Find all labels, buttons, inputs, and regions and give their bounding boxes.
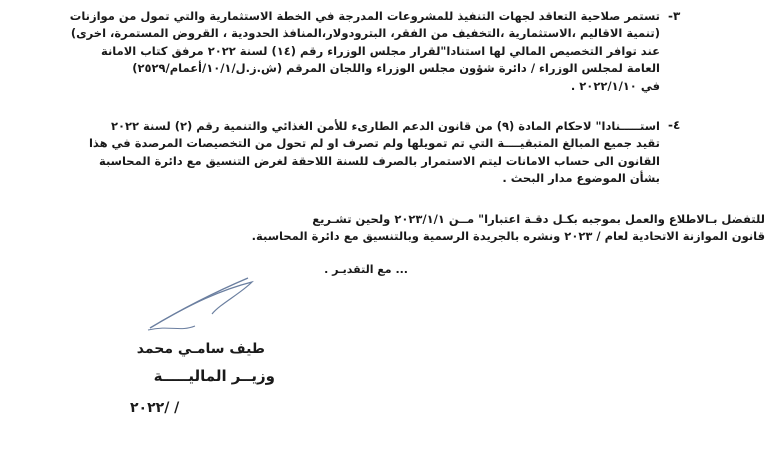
closing-paragraph <box>145 211 765 246</box>
signature-stroke <box>150 278 248 328</box>
item-number: -٣ <box>668 9 681 23</box>
paragraph-line: تستمر صلاحية التعاقد لجهات التنفيذ للمشروعات المدرجة في الخطة الاستثمارية والتي تمول من موازنات <box>69 9 660 23</box>
signatory-title: وزيــر الماليـــــة <box>153 367 275 385</box>
paragraph-line: تقيد جميع المبالغ المتبقيــــة التي تم تمويلها ولم تصرف او لم تحول من التخصيصات المرصدة في هذا <box>88 136 660 151</box>
paragraph-line: قانون الموازنة الاتحادية لعام / ٢٠٢٣ ونشره بالجريدة الرسمية وبالتنسيق مع دائرة المحاسبة. <box>251 229 765 244</box>
signature-date: ٢٠٢٢/ / <box>130 400 180 416</box>
paragraph-line: للتفضل بـالاطلاع والعمل بموجبه بكـل دقـة اعتبارا" مــن ٢٠٢٣/١/١ ولحين تشـريع <box>312 212 765 226</box>
signatory-name: طيف سامـي محمد <box>136 341 265 357</box>
paragraph-line: بشأن الموضوع مدار البحث . <box>502 171 660 186</box>
signature-stroke <box>148 326 195 330</box>
paragraph-line: (تنمية الاقاليم ،الاستثمارية ،التخفيف من الفقر، البترودولار،المنافذ الحدودية ، القروض المستمرة، اخرى) <box>70 26 660 41</box>
item-paragraph <box>88 118 660 188</box>
item-number: -٤ <box>668 118 681 132</box>
paragraph-line: عند توافر التخصيص المالي لها استنادا"لقرار مجلس الوزراء رقم (١٤) لسنة ٢٠٢٢ مرفق كتاب الامانة <box>101 43 660 58</box>
regards-line: ... مع التقديـر . <box>324 263 408 276</box>
paragraph-line: القانون الى حساب الامانات ليتم الاستمرار بالصرف للسنة اللاحقة لغرض التنسيق مع دائرة المحاسبة <box>99 153 660 168</box>
paragraph-line: في ٢٠٢٢/١/١٠ . <box>570 78 660 93</box>
handwritten-signature <box>120 270 270 340</box>
signature-stroke <box>160 282 252 322</box>
paragraph-line: استـــــنادا" لاحكام المادة (٩) من قانون الدعم الطارىء للأمن الغذائي والتنمية رقم (٢) لسنة ٢٠٢٢ <box>110 119 660 133</box>
item-paragraph <box>69 8 660 95</box>
paragraph-line: العامة لمجلس الوزراء / دائرة شؤون مجلس الوزراء واللجان المرقم (ش.ز.ل/١٠/١/أعمام/٢٥٢٩) <box>132 61 660 76</box>
